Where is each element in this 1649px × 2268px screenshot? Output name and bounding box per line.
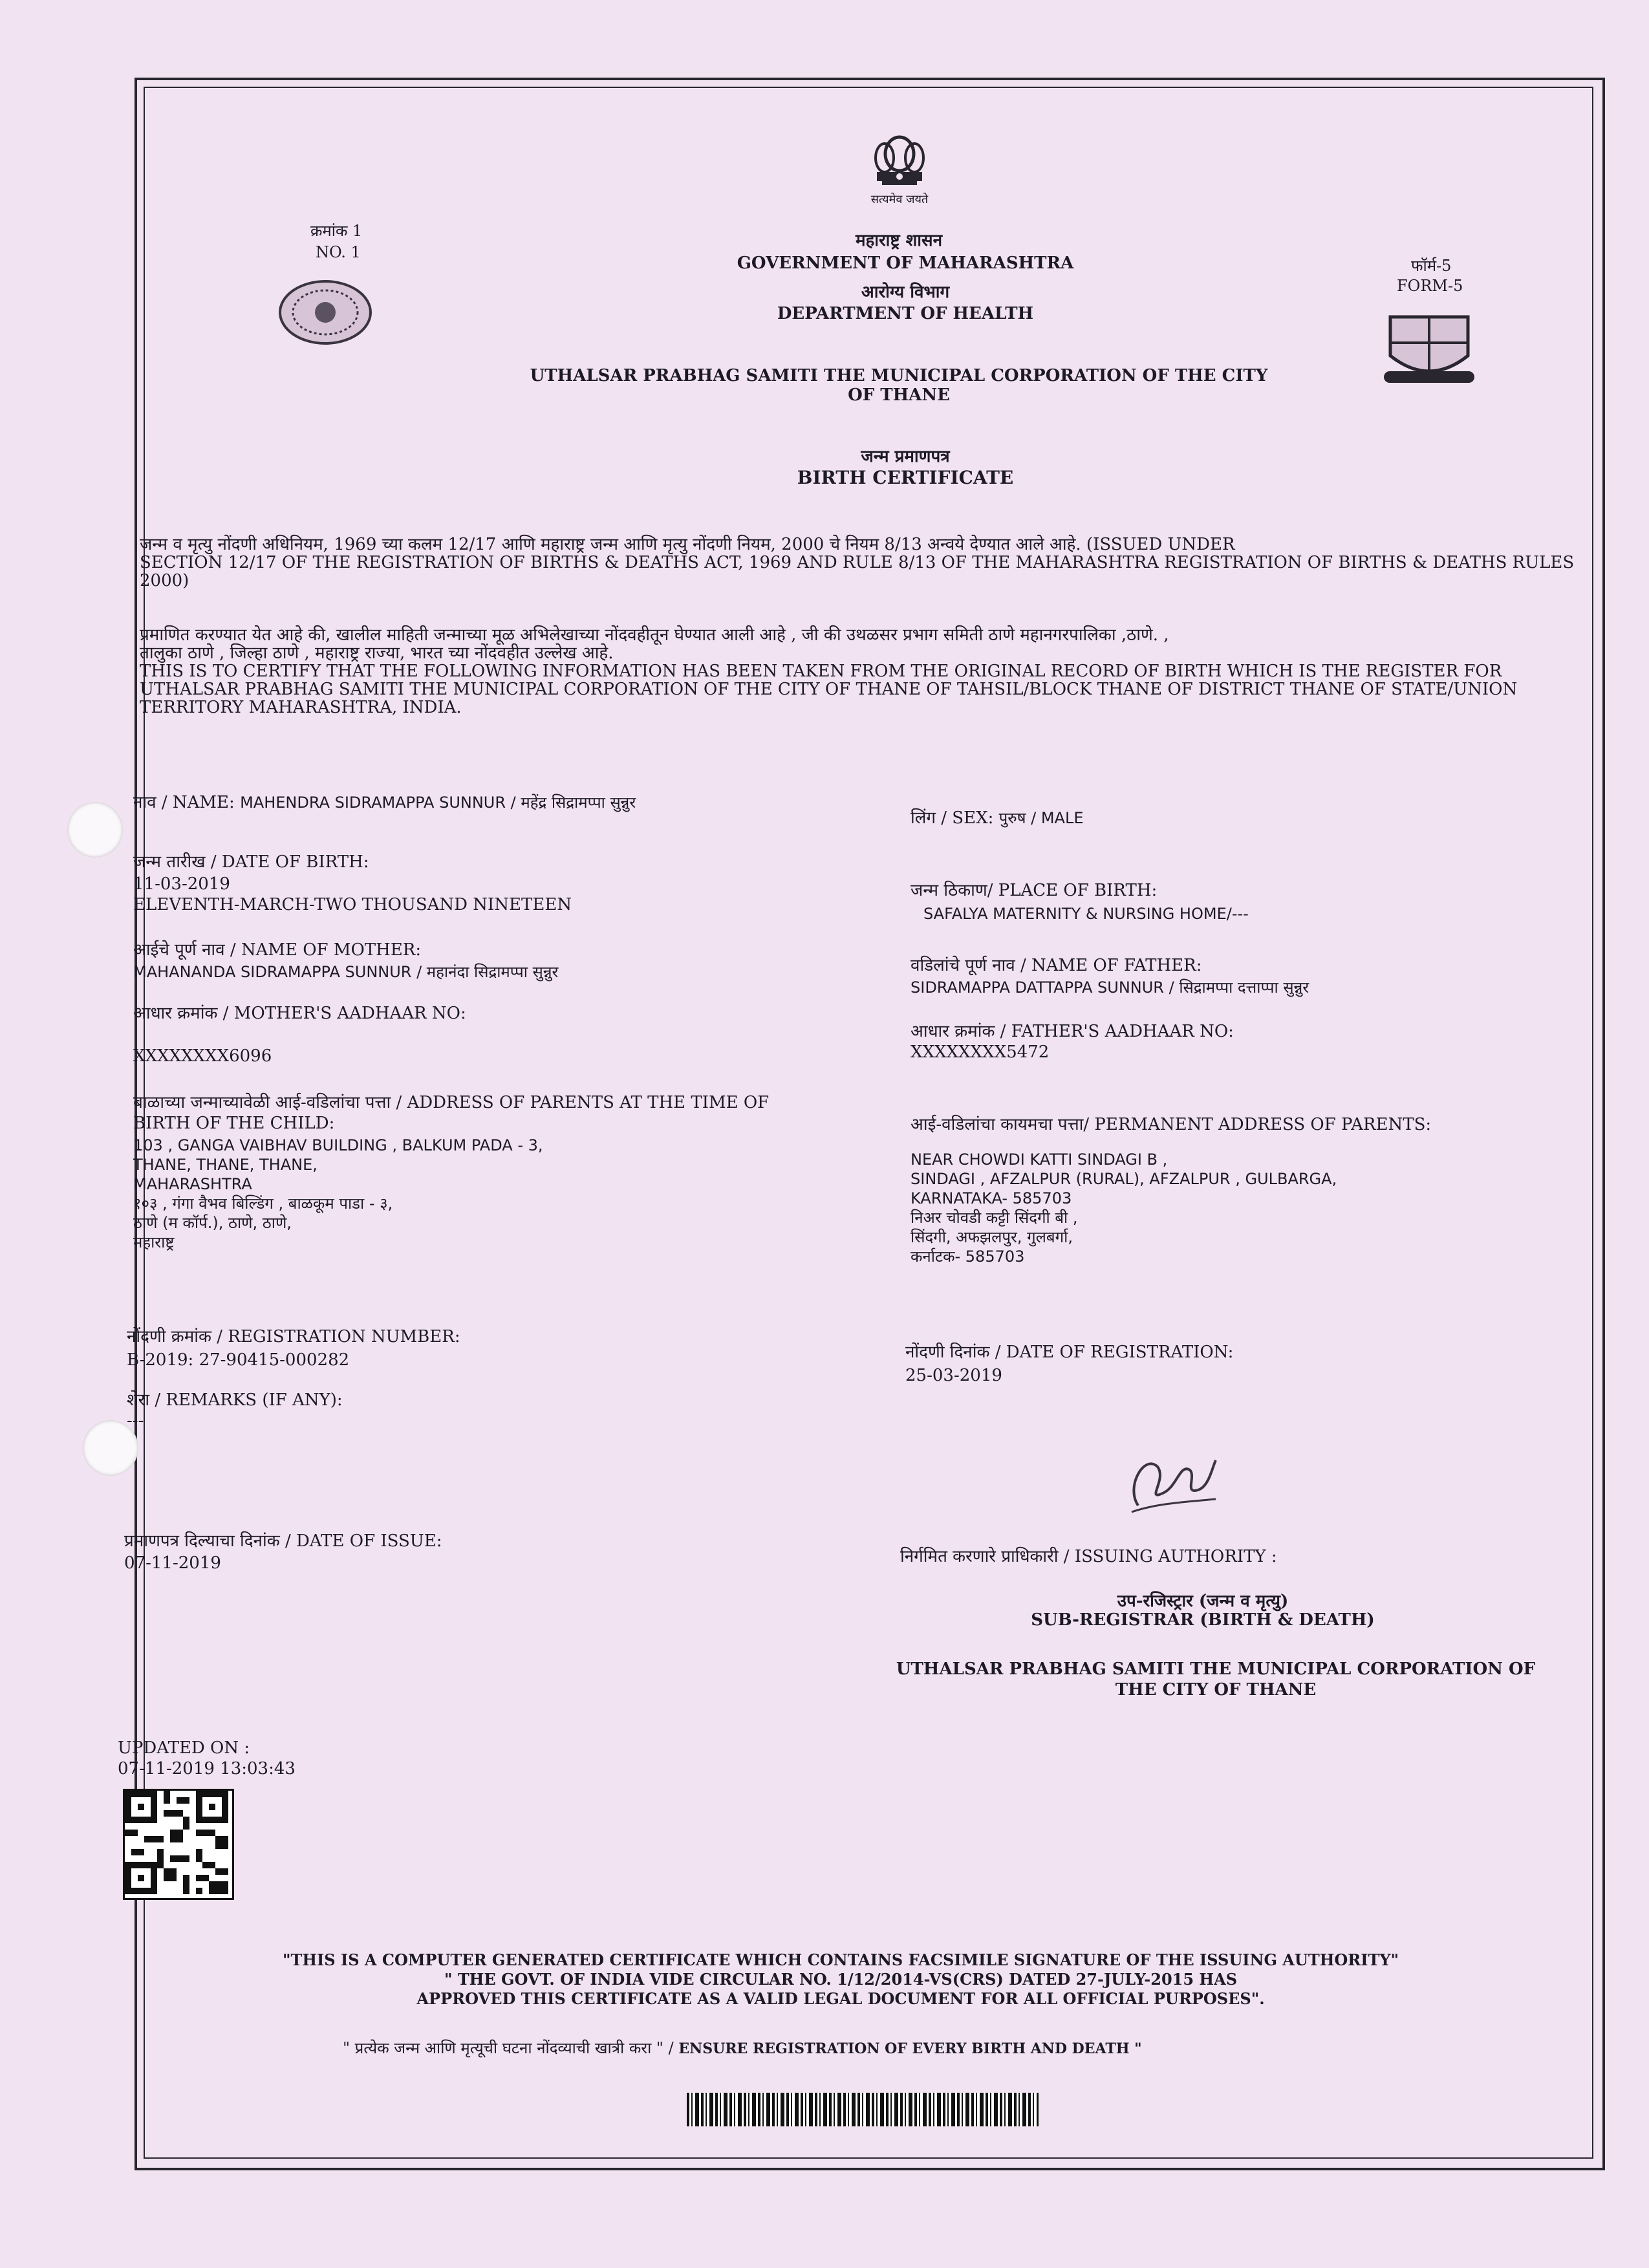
intro-p1-line2: SECTION 12/17 OF THE REGISTRATION OF BIRTHS & DEATHS ACT, 1969 AND RULE 8/13 OF THE MAHARASHTRA REGISTRATION OF BIRTHS & DEATHS RULES [140,553,1575,572]
intro-p2-line5: TERRITORY MAHARASHTRA, INDIA. [140,698,462,717]
sex-value: पुरुष / MALE [998,809,1084,827]
address-birth-line1: 103 , GANGA VAIBHAV BUILDING , BALKUM PADA - 3, [133,1136,543,1154]
certificate-title-en: BIRTH CERTIFICATE [797,467,1014,488]
signature-icon [1119,1441,1222,1525]
father-label: वडिलांचे पूर्ण नाव / NAME OF FATHER: [911,956,1202,975]
address-permanent [911,1150,1337,1266]
intro-p2-line1: प्रमाणित करण्यात येत आहे की, खालील माहिती जन्माच्या मूळ अभिलेखाच्या नोंदवहीतून घेण्यात आली आहे , जी की उथळसर प्रभाग समिती ठाणे महानगरपालिका ,ठाणे. , [140,625,1169,645]
address-birth [133,1136,543,1252]
intro-p1-line3: 2000) [140,571,189,590]
address-permanent-label: आई-वडिलांचा कायमचा पत्ता/ PERMANENT ADDRESS OF PARENTS: [911,1115,1432,1134]
mother-aadhaar-label: आधार क्रमांक / MOTHER'S AADHAAR NO: [133,1004,466,1023]
computer-generated-note-line1: "THIS IS A COMPUTER GENERATED CERTIFICATE WHICH CONTAINS FACSIMILE SIGNATURE OF THE ISSUING AUTHORITY" [283,1950,1399,1969]
kramank-label: क्रमांक 1 [310,222,363,240]
slogan-mr: " प्रत्येक जन्म आणि मृत्यूची घटना नोंदव्याची खात्री करा " / [343,2039,674,2057]
maharashtra-seal-icon [277,278,374,347]
remarks-value: --- [127,1411,144,1431]
computer-generated-note-line3: APPROVED THIS CERTIFICATE AS A VALID LEGAL DOCUMENT FOR ALL OFFICIAL PURPOSES". [416,1989,1265,2008]
name-label: नाव / NAME: [133,793,235,812]
father-value: SIDRAMAPPA DATTAPPA SUNNUR / सिद्रामप्पा दत्ताप्पा सुन्नुर [911,978,1310,997]
dept-title-mr: आरोग्य विभाग [861,283,950,302]
mother-value: MAHANANDA SIDRAMAPPA SUNNUR / महानंदा सिद्रामप्पा सुन्नुर [133,963,559,981]
corporation-footer-line2: THE CITY OF THANE [1115,1680,1317,1700]
remarks-label: शेरा / REMARKS (IF ANY): [127,1390,343,1410]
barcode-icon [687,2093,1039,2126]
sex-field [911,808,1084,828]
intro-p2-line4: UTHALSAR PRABHAG SAMITI THE MUNICIPAL CORPORATION OF THE CITY OF THANE OF TAHSIL/BLOCK THANE OF DISTRICT THANE OF STATE/UNION [140,680,1518,699]
issue-date-label: प्रमाणपत्र दिल्याचा दिनांक / DATE OF ISSUE: [124,1531,442,1551]
qr-code-icon [123,1789,234,1900]
registration-date-label: नोंदणी दिनांक / DATE OF REGISTRATION: [905,1343,1234,1362]
address-birth-line2: THANE, THANE, THANE, [133,1156,318,1174]
computer-generated-note-line2: " THE GOVT. OF INDIA VIDE CIRCULAR NO. 1/12/2014-VS(CRS) DATED 27-JULY-2015 HAS [444,1970,1238,1989]
form-number-en: FORM-5 [1397,277,1463,295]
form-number-mr: फॉर्म-5 [1411,257,1452,275]
name-value: MAHENDRA SIDRAMAPPA SUNNUR / महेंद्र सिद्रामप्पा सुन्नुर [240,794,636,812]
dob-value: 11-03-2019 [133,874,230,894]
sub-registrar-mr: उप-रजिस्ट्रार (जन्म व मृत्यु) [1117,1592,1289,1611]
emblem-motto: सत्यमेव जयते [870,193,929,206]
mother-label: आईचे पूर्ण नाव / NAME OF MOTHER: [133,940,422,960]
address-birth-label-line2: BIRTH OF THE CHILD: [133,1114,335,1133]
address-birth-line5: ठाणे (म कॉर्प.), ठाणे, ठाणे, [133,1214,292,1232]
address-birth-line4: १०३ , गंगा वैभव बिल्डिंग , बाळकूम पाडा - ३, [133,1194,393,1213]
registration-number-label: नोंदणी क्रमांक / REGISTRATION NUMBER: [127,1327,460,1346]
intro-p2-line2: तालुका ठाणे , जिल्हा ठाणे , महाराष्ट्र राज्या, भारत च्या नोंदवहीत उल्लेख आहे. [140,643,614,663]
address-birth-label-line1: बाळाच्या जन्माच्यावेळी आई-वडिलांचा पत्ता / ADDRESS OF PARENTS AT THE TIME OF [133,1093,770,1112]
ashoka-emblem-icon [851,125,948,197]
certify-paragraph [140,626,1582,717]
mother-aadhaar-value: XXXXXXXX6096 [133,1046,272,1066]
updated-on-label: UPDATED ON : [118,1738,250,1758]
intro-p2-line3: THIS IS TO CERTIFY THAT THE FOLLOWING INFORMATION HAS BEEN TAKEN FROM THE ORIGINAL RECORD OF BIRTH WHICH IS THE REGISTER FOR [140,662,1502,681]
registration-slogan [343,2037,1142,2058]
certificate-title-mr: जन्म प्रमाणपत्र [861,447,950,466]
address-permanent-line6: कर्नाटक- 585703 [911,1247,1025,1266]
corporation-title-line1: UTHALSAR PRABHAG SAMITI THE MUNICIPAL CORPORATION OF THE CITY [530,366,1268,385]
issuing-authority-label: निर्गमित करणारे प्राधिकारी / ISSUING AUTHORITY : [900,1547,1277,1566]
corporation-footer-line1: UTHALSAR PRABHAG SAMITI THE MUNICIPAL CORPORATION OF [896,1659,1536,1679]
issued-under-paragraph [140,535,1582,590]
pob-value: SAFALYA MATERNITY & NURSING HOME/--- [923,905,1249,923]
address-birth-line3: MAHARASHTRA [133,1175,252,1193]
father-aadhaar-value: XXXXXXXX5472 [911,1042,1050,1062]
dob-label: जन्म तारीख / DATE OF BIRTH: [133,852,369,872]
pob-label: जन्म ठिकाण/ PLACE OF BIRTH: [911,881,1158,900]
address-permanent-line4: निअर चोवडी कट्टी सिंदगी बी , [911,1209,1078,1227]
registration-number-value: B-2019: 27-90415-000282 [127,1350,350,1370]
sex-label: लिंग / SEX: [911,808,994,828]
dob-words: ELEVENTH-MARCH-TWO THOUSAND NINETEEN [133,895,572,914]
father-aadhaar-label: आधार क्रमांक / FATHER'S AADHAAR NO: [911,1022,1234,1041]
address-permanent-line1: NEAR CHOWDI KATTI SINDAGI B , [911,1150,1168,1169]
thane-corporation-seal-icon [1377,304,1481,388]
issue-date-value: 07-11-2019 [124,1553,221,1573]
serial-number: NO. 1 [316,243,361,261]
punch-hole-top [67,802,123,858]
registration-date-value: 25-03-2019 [905,1366,1002,1385]
intro-p1-line1: जन्म व मृत्यु नोंदणी अधिनियम, 1969 च्या कलम 12/17 आणि महाराष्ट्र जन्म आणि मृत्यु नोंदणी नियम, 2000 चे नियम 8/13 अन्वये देण्यात आले आहे. (ISSUED UNDER [140,535,1235,554]
gov-title-mr: महाराष्ट्र शासन [855,231,943,250]
name-field [133,793,636,812]
address-permanent-line3: KARNATAKA- 585703 [911,1189,1072,1207]
address-permanent-line2: SINDAGI , AFZALPUR (RURAL), AFZALPUR , GULBARGA, [911,1170,1337,1188]
gov-title-en: GOVERNMENT OF MAHARASHTRA [737,254,1074,273]
address-birth-line6: महाराष्ट्र [133,1233,175,1251]
corporation-title-line2: OF THANE [848,385,950,405]
sub-registrar-en: SUB-REGISTRAR (BIRTH & DEATH) [1031,1610,1375,1630]
slogan-en: ENSURE REGISTRATION OF EVERY BIRTH AND DEATH " [678,2040,1142,2057]
dept-title-en: DEPARTMENT OF HEALTH [777,304,1034,323]
address-permanent-line5: सिंदगी, अफझलपुर, गुलबर्गा, [911,1228,1073,1246]
updated-on-value: 07-11-2019 13:03:43 [118,1759,296,1778]
